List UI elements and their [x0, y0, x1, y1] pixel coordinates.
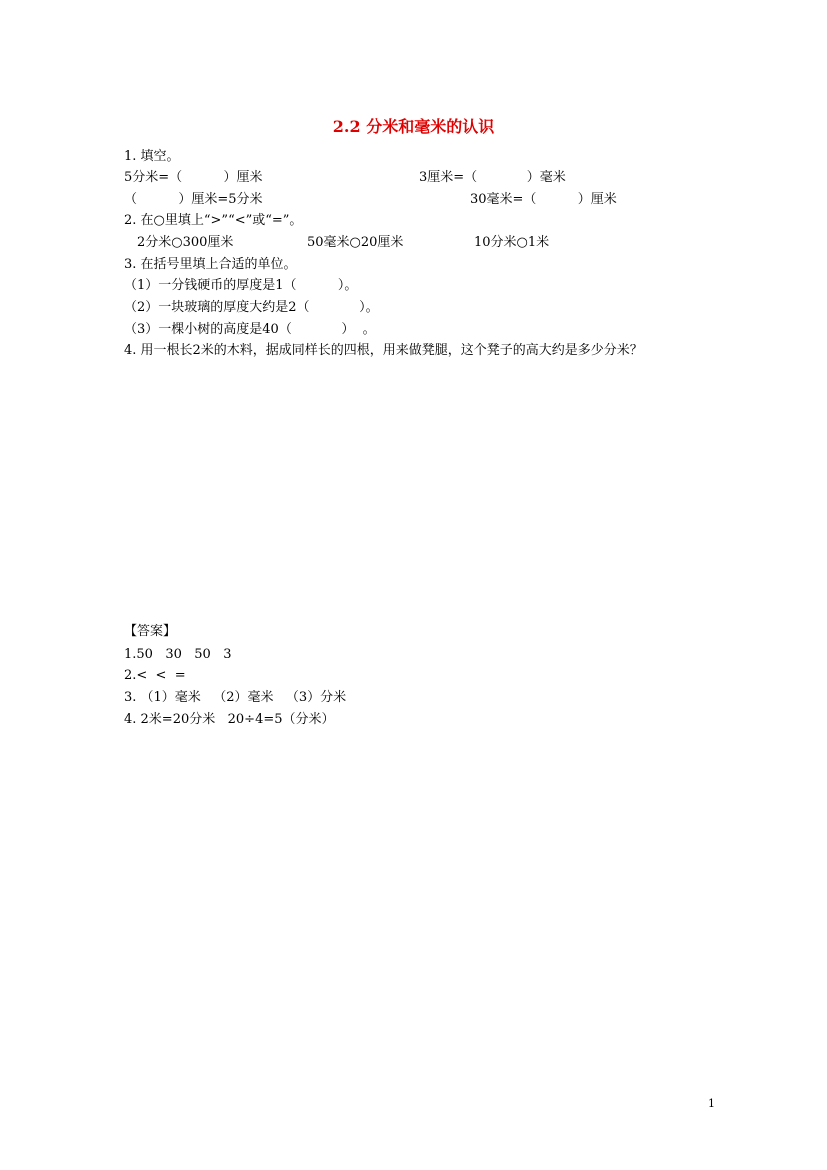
q1-item-c: （ ）厘米=5分米	[124, 192, 263, 207]
q2-item-a: 2分米○300厘米	[137, 235, 234, 250]
q3-item-2: （2）一块玻璃的厚度大约是2（ ）。	[124, 300, 379, 315]
q1-item-d: 30毫米=（ ）厘米	[470, 192, 617, 207]
document-title: 2.2 分米和毫米的认识	[332, 117, 495, 136]
answer-2: 2.< < =	[124, 668, 186, 683]
q3-heading: 3. 在括号里填上合适的单位。	[124, 257, 297, 272]
q2-item-c: 10分米○1米	[474, 235, 550, 250]
q2-heading: 2. 在○里填上“>”“<”或“=”。	[124, 213, 303, 228]
q1-heading: 1. 填空。	[124, 149, 180, 164]
answers-heading: 【答案】	[124, 624, 177, 639]
q4-text: 4. 用一根长2米的木料，据成同样长的四根，用来做凳腿，这个凳子的高大约是多少分米？	[124, 343, 643, 358]
q1-item-a: 5分米=（ ）厘米	[124, 170, 263, 185]
answer-3: 3. （1）毫米 （2）毫米 （3）分米	[124, 690, 347, 705]
answer-4: 4. 2米=20分米 20÷4=5（分米）	[124, 712, 335, 727]
q1-item-b: 3厘米=（ ）毫米	[419, 170, 566, 185]
q2-item-b: 50毫米○20厘米	[307, 235, 404, 250]
answer-1: 1.50 30 50 3	[124, 647, 232, 662]
q3-item-3: （3）一棵小树的高度是40（ ） 。	[124, 322, 376, 337]
page-number: 1	[708, 1097, 715, 1110]
q3-item-1: （1）一分钱硬币的厚度是1（ ）。	[124, 278, 358, 293]
